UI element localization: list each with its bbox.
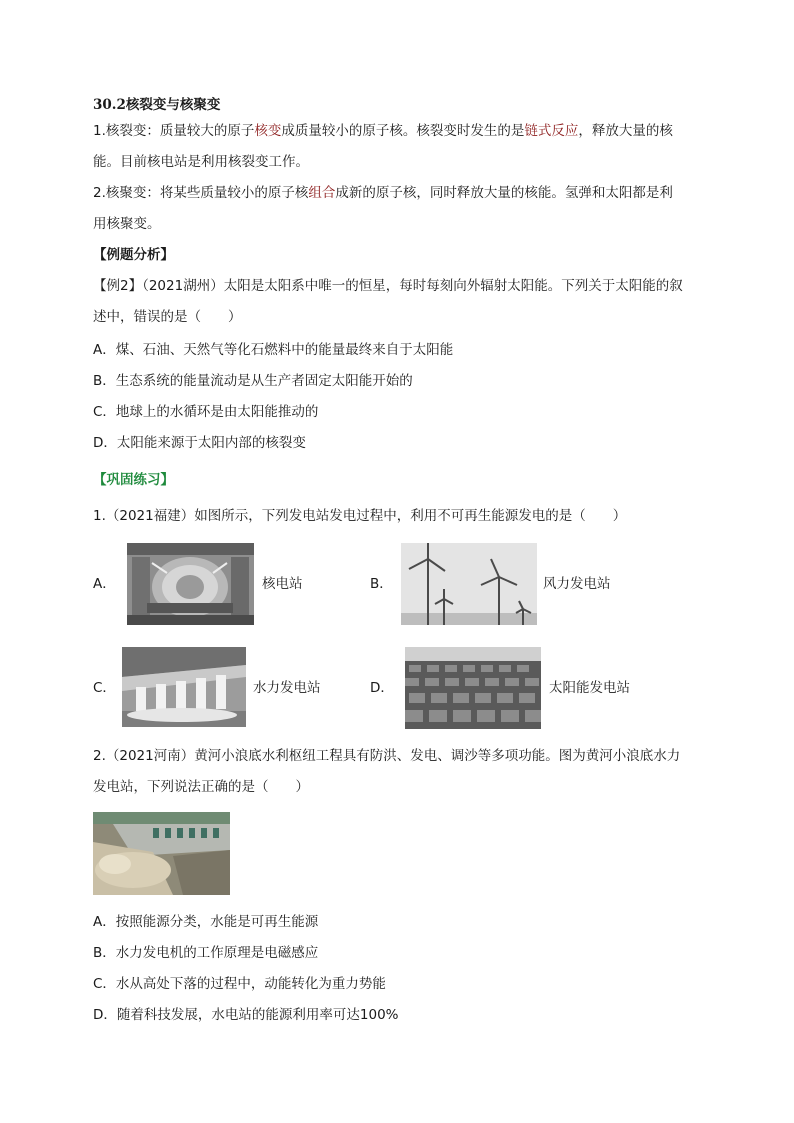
q1-option-d-letter: D． (370, 680, 394, 696)
solar-field-image (405, 647, 541, 729)
example-heading: 【例题分析】 (93, 247, 174, 263)
q1-option-b-label: 风力发电站 (543, 576, 611, 592)
q2-stem-line1: 2.（2021河南）黄河小浪底水利枢纽工程具有防洪、发电、调沙等多项功能。图为黄河小浪底水力 (93, 748, 681, 764)
paragraph-fusion-line2: 用核聚变。 (93, 216, 161, 232)
q1-option-c-label: 水力发电站 (253, 680, 321, 696)
fission-highlight-1: 核变 (254, 123, 282, 139)
q2-option-c: C．水从高处下落的过程中，动能转化为重力势能 (93, 976, 386, 992)
example-stem-line1: 【例2】（2021湖州）太阳是太阳系中唯一的恒星，每时每刻向外辐射太阳能。下列关于太阳能的叙 (93, 278, 683, 294)
paragraph-fission-line1 (93, 121, 673, 141)
fusion-text-b: 成新的原子核，同时释放大量的核能。氢弹和太阳都是利 (335, 185, 673, 201)
example-option-b: B．生态系统的能量流动是从生产者固定太阳能开始的 (93, 373, 413, 389)
example-option-a: A．煤、石油、天然气等化石燃料中的能量最终来自于太阳能 (93, 342, 454, 358)
practice-heading: 【巩固练习】 (93, 472, 174, 488)
q2-option-a: A．按照能源分类，水能是可再生能源 (93, 914, 319, 930)
fission-text-c: ，释放大量的核 (578, 123, 673, 139)
hydro-dam-image (122, 647, 246, 727)
xiaolangdi-dam-image (93, 812, 230, 895)
paragraph-fusion-line1 (93, 183, 673, 203)
q1-option-b-letter: B． (370, 576, 393, 592)
paragraph-fission-line2: 能。目前核电站是利用核裂变工作。 (93, 154, 309, 170)
example-option-d: D．太阳能来源于太阳内部的核裂变 (93, 435, 306, 451)
fission-text-b: 成质量较小的原子核。核裂变时发生的是 (281, 123, 525, 139)
q2-option-d: D．随着科技发展，水电站的能源利用率可达100% (93, 1007, 399, 1023)
wind-turbines-image (401, 543, 537, 625)
fission-highlight-2: 链式反应 (524, 123, 579, 139)
q2-option-b: B．水力发电机的工作原理是电磁感应 (93, 945, 319, 961)
nuclear-plant-image (127, 543, 254, 625)
q1-option-d-label: 太阳能发电站 (549, 680, 630, 696)
fusion-text-a: 2.核聚变：将某些质量较小的原子核 (93, 185, 309, 201)
example-stem-line2: 述中，错误的是（ ） (93, 309, 242, 325)
q1-option-a-label: 核电站 (262, 576, 303, 592)
q1-option-a-letter: A． (93, 576, 116, 592)
fission-text-a: 1.核裂变：质量较大的原子 (93, 123, 255, 139)
section-title: 30.2核裂变与核聚变 (93, 97, 221, 113)
q1-option-c-letter: C． (93, 680, 116, 696)
fusion-highlight: 组合 (308, 185, 336, 201)
q2-stem-line2: 发电站，下列说法正确的是（ ） (93, 779, 309, 795)
q1-stem: 1.（2021福建）如图所示，下列发电站发电过程中，利用不可再生能源发电的是（ ） (93, 508, 627, 524)
example-option-c: C．地球上的水循环是由太阳能推动的 (93, 404, 319, 420)
